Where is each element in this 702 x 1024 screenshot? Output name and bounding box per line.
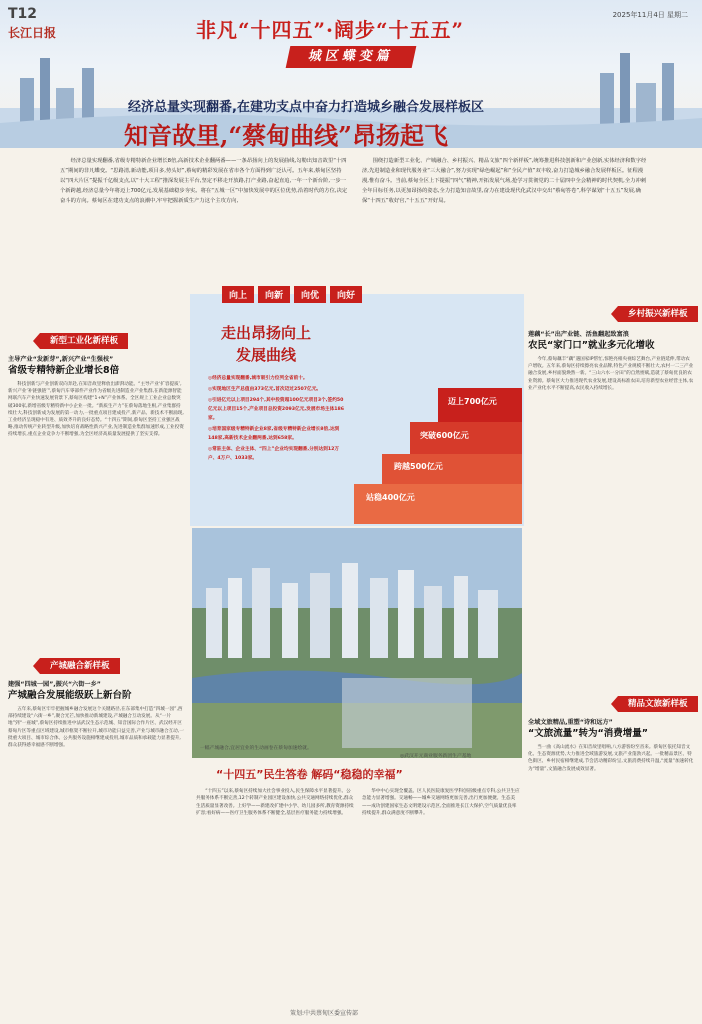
achievement-item: ◎实现地区生产总值由373亿元,首次迈过2507亿元。	[208, 387, 322, 392]
city-aerial-photo	[192, 528, 522, 758]
section-label-urban: 产城融合新样板	[40, 658, 120, 674]
stair-label-500: 跨越500亿元	[394, 462, 443, 471]
urban-kicker: 建强“四城一园”,振兴“六街一乡”	[8, 681, 101, 688]
photo-caption-main: 一幅产城融合,宜居宜业的生动画卷在蔡甸加速绘就。	[200, 746, 312, 751]
achievement-item: ◎常驻主体、企业主体、“四上”企业均实现翻番,分别达到12万户、4万户、1033家。	[208, 447, 340, 461]
section-label-industry: 新型工业化新样板	[40, 333, 128, 349]
urban-body: 五年来,蔡甸区牢牢把握城乡融合发展这个关键路径,在东部集中打造“四城一园”,西部持续建设“六街一乡”,聚合光芒,加快推动新城建设,产城融合互动发展。从“一片地”到“一座城”,蔡甸区持续推进中法武汉生态示范城、知音国际合作片区、武汉经开区蔡甸片区等重点区域建设,城市框架不断拉开,城市功能日益完善,产业与城市融合互动,一批重大项目、城市综合体、公共服务设施相继建成投用,城市品质和承载能力显著提升,群众获得感幸福感不断增强。	[8, 707, 184, 749]
page-number: T12	[8, 6, 38, 22]
livelihood-body-left: “十四五”以来,蔡甸区持续加大社会事业投入,民生保障水平显著提升。公共服务体系不断完善,12个转制产业园区建设加快,公共交通网络持续优化,群众生活质量显著改善。上好学——新建改扩建中小学、幼儿园多所,教育资源持续扩容;看好病——医疗卫生服务体系不断健全,基层医疗服务能力持续增强。	[196, 789, 354, 817]
page-credit: 策划:中共蔡甸区委宣传部	[290, 1010, 359, 1017]
stair-label-600: 突破600亿元	[420, 431, 469, 440]
series-slogan: 非凡“十四五”·阔步“十五五”	[196, 18, 464, 42]
right-column-tourism	[528, 718, 694, 773]
paper-name: 长江日报	[8, 26, 57, 40]
livelihood-headline: “十四五”民生答卷 解码“稳稳的幸福”	[216, 768, 403, 781]
urban-headline: 产城融合发展能级跃上新台阶	[8, 690, 132, 701]
achievement-item: ◎引进亿元以上项目294个,其中投资超100亿元项目3个,签约50亿元以上项目15个,产业项目总投资2093亿元,发展市场主体186家。	[208, 398, 345, 421]
photo-caption-base: ◎武汉开元商业服务新团生产基地	[400, 754, 472, 759]
stair-label-400: 站稳400亿元	[366, 493, 415, 502]
keyword-good: 向好	[330, 286, 362, 303]
rural-body: 今年,蔡甸藕丰“藕”遇国家IP帮忙,惊艳亮相央视综艺舞台,产业链延伸,带动农户增收。五年来,蔡甸区持续擦亮农业品牌,特色产业规模不断壮大,农村一二三产业融合发展,乡村面貌焕然一新。“三山六水一分田”的自然禀赋,造就了蔡甸优良的农业资源。蔡甸区大力推进现代农业发展,建设高标准农田,培育新型农业经营主体,农业产业化水平不断提高,农民收入持续增长。	[528, 357, 694, 391]
keyword-ribbon	[222, 286, 362, 303]
tourism-kicker: 全域文旅精品,重塑“诗和远方”	[528, 719, 613, 726]
livelihood-body-right: 华中中心实现全覆盖。区人民医院康复医学科创省级重点专科,公共卫生应急能力显著增强。交通畅——城乡交通网络更加完善,出行更加便捷。生态美——成功创建国家生态文明建设示范区,全面推进长江大保护,空气质量优良率持续提升,群众满意度不断攀升。	[362, 789, 520, 817]
tourism-body: 当一曲《高山流水》在知音故里唱响,八方游客纷至沓来。蔡甸区依托知音文化、生态资源优势,大力推进全域旅游发展,文旅产业蓬勃兴起。一批精品景区、特色街区、乡村民宿相继建成,节会活动精彩纷呈,文旅消费持续升温,“流量”加速转化为“增量”,文旅融合发展成效显著。	[528, 745, 694, 772]
tourism-headline: “文旅流量”转为“消费增量”	[528, 728, 648, 739]
issue-date: 2025年11月4日 星期二	[612, 11, 688, 19]
achievement-item: ◎经济总量实现翻番,城市吸引力位列全省前十。	[208, 376, 308, 381]
right-column-rural	[528, 330, 694, 392]
keyword-up: 向上	[222, 286, 254, 303]
panel-title: 走出昂扬向上发展曲线	[220, 324, 311, 364]
headline-subtitle: 经济总量实现翻番,在建功支点中奋力打造城乡融合发展样板区	[128, 100, 484, 115]
keyword-new: 向新	[258, 286, 290, 303]
stair-label-700: 迈上700亿元	[448, 397, 497, 406]
rural-kicker: 莲藕“长”出产业链、活鱼翻起致富浪	[528, 331, 629, 338]
lead-paragraph-right: 围绕打造新型工业化、产城融合、乡村振兴、精品文旅“四个新样板”,统筹推进科技创新和产业创新,实体经济和数字经济,先进制造业和现代服务业“三大融合”,努力实现“绿色崛起”和“全民产值”双丰收,奋力打造城乡融合发展样板区。征程漫漫,惟有奋斗。当前,蔡甸全区上下提振“四气”精神,开拓发展气场,抢学习贯彻党的二十届四中全会精神的时代契机,全力冲刺全年目标任务,以更加昂扬的姿态,全力打造知音故里,奋力在建设现代化武汉中交出“蔡甸答卷”,科学谋划“十五五”发展,确保“十四五”收好官,“十五五”开好局。	[362, 158, 647, 204]
industry-body: 科技创新与产业创新双向奔赴,在知音故里释放出澎湃动能。“主导产业‘扩容提质’,新兴产业‘补链强链’”,蔡甸汽车零部件产业作为省级先进制造业产业集群,在新能源智能网联汽车产业快速发展背景下,蔡甸区构建“1+N”产业体系。全区规上工业企业总数突破300家,新增省级专精特新中小企业一批。“新质生产力”在蔡甸落地生根,产业集群持续壮大,科技创新成为发展的第一动力,一批重点项目建成投产,新产品、新技术不断涌现,工业经济呈现稳中有进、质效齐升的良好态势。“十四五”期间,蔡甸区坚持工业强区战略,推动传统产业转型升级,加快培育战略性新兴产业,先进制造业集群加速形成,工业投资持续增长,重点企业竞争力不断增强,为全区经济高质量发展提供了坚实支撑。	[8, 382, 184, 438]
keyword-better: 向优	[294, 286, 326, 303]
section-label-rural: 乡村振兴新样板	[618, 306, 698, 322]
masthead	[0, 0, 702, 148]
industry-headline: 省级专精特新企业增长8倍	[8, 365, 120, 376]
left-column-urban	[8, 680, 184, 749]
headline-title: 知音故里,“蔡甸曲线”昂扬起飞	[124, 121, 448, 148]
achievement-item: ◎培育国家级专精特新企业8家,省级专精特新企业增长8倍,达到148家,高新技术企业翻两番,达到658家。	[208, 427, 340, 441]
lead-paragraph-left: 经济总量实现翻番,省级专精特新企业增长8倍,高新技术企业翻两番——一条昂扬向上的发展曲线,勾勒出知音故里“十四五”期间的非凡蝶变。“思路清,新动能,项目多,势头好”,蔡甸的精彩发展在省市各个方面得到广泛认可。五年来,蔡甸区坚持以“四大片区”提振千亿级支点,以“十大工程”推深发展主平台,坚定不移走开放路,打产业路,奋起直追,一年一个新台阶,一步一个新跨越,经济总量今年将迈上700亿元,发展基础稳步夯实。将在“五城一区”中加快发展中的区位优势,沿着时代的方位,决定奋斗的方向。蔡甸区在建功支点的浪潮中,牢牢把握新质生产力这个主攻方向,	[60, 158, 348, 204]
series-tag: 城区蝶变篇	[286, 46, 417, 68]
growth-stairs-graphic	[350, 296, 522, 524]
stair-step-400	[354, 484, 522, 524]
lead-paragraphs	[60, 156, 650, 206]
achievement-list	[208, 374, 346, 465]
section-label-tourism: 精品文旅新样板	[618, 696, 698, 712]
left-column-industry	[8, 355, 184, 439]
industry-kicker: 主导产业“发新芽”,新兴产业“生强枝”	[8, 356, 114, 363]
rural-headline: 农民“家门口”就业多元化增收	[528, 340, 655, 351]
